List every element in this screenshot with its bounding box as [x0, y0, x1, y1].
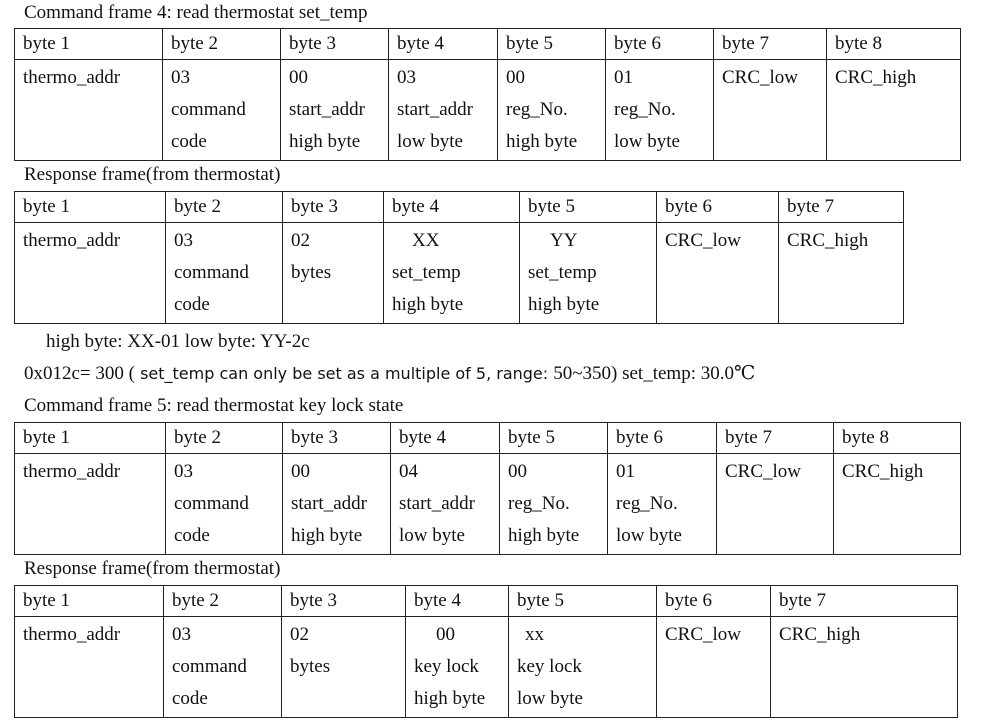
resp4-desc-byte2-line1: command: [174, 262, 249, 283]
resp4-desc-byte4-line1: set_temp: [392, 262, 461, 283]
resp5-cell-byte3: [282, 617, 406, 718]
resp4-header-row: [15, 192, 904, 223]
cmd4-desc-byte2-line2: code: [171, 131, 207, 152]
resp4-value-byte7: CRC_high: [787, 230, 869, 251]
resp4-value-byte6: CRC_low: [665, 230, 742, 251]
resp5-table: [14, 585, 958, 718]
cmd5-desc-byte2-line2: code: [174, 525, 210, 546]
resp4-table: [14, 191, 904, 324]
cmd5-header-byte5: byte 5: [500, 423, 608, 454]
cmd5-desc-byte3-line1: start_addr: [291, 493, 367, 514]
cmd4-header-byte4: byte 4: [389, 29, 498, 60]
resp4-cell-byte5: [520, 223, 657, 324]
resp5-caption: Response frame(from thermostat): [24, 558, 281, 579]
cmd4-desc-byte5-line1: reg_No.: [506, 99, 568, 120]
cmd5-caption: Command frame 5: read thermostat key lock state: [24, 395, 404, 416]
cmd4-desc-byte2-line1: command: [171, 99, 246, 120]
cmd5-cell-byte1: [15, 454, 166, 555]
cmd5-value-byte4: 04: [399, 461, 418, 482]
resp4-value-byte4: XX: [412, 230, 440, 251]
cmd4-desc-byte6-line2: low byte: [614, 131, 680, 152]
resp5-value-row: [15, 617, 958, 718]
cmd5-desc-byte3-line2: high byte: [291, 525, 363, 546]
resp5-header-byte6: byte 6: [657, 586, 771, 617]
cmd4-cell-byte3: [281, 60, 389, 161]
cmd4-desc-byte4-line1: start_addr: [397, 99, 473, 120]
resp4-header-byte5: byte 5: [520, 192, 657, 223]
resp4-header-byte4: byte 4: [384, 192, 520, 223]
cmd5-desc-byte5-line1: reg_No.: [508, 493, 570, 514]
resp5-value-byte4: 00: [436, 624, 455, 645]
resp5-cell-byte6: [657, 617, 771, 718]
cmd5-value-byte1: thermo_addr: [23, 461, 121, 482]
note-byte-values: high byte: XX-01 low byte: YY-2c: [46, 331, 310, 352]
cmd5-value-byte6: 01: [616, 461, 635, 482]
cmd5-header-row: [15, 423, 961, 454]
resp5-value-byte1: thermo_addr: [23, 624, 121, 645]
cmd5-cell-byte4: [391, 454, 500, 555]
resp4-cell-byte7: [779, 223, 904, 324]
cmd4-header-byte3: byte 3: [281, 29, 389, 60]
cmd5-value-byte8: CRC_high: [842, 461, 924, 482]
cmd5-cell-byte6: [608, 454, 717, 555]
resp5-value-byte6: CRC_low: [665, 624, 742, 645]
cmd5-cell-byte3: [283, 454, 391, 555]
resp4-desc-byte3-line1: bytes: [291, 262, 332, 283]
cmd5-header-byte6: byte 6: [608, 423, 717, 454]
resp5-cell-byte5: [509, 617, 657, 718]
cmd4-value-byte1: thermo_addr: [23, 67, 121, 88]
cmd5-desc-byte5-line2: high byte: [508, 525, 580, 546]
cmd4-value-byte4: 03: [397, 67, 416, 88]
cmd4-table: [14, 28, 961, 161]
cmd4-value-byte8: CRC_high: [835, 67, 917, 88]
cmd4-cell-byte2: [163, 60, 281, 161]
cmd5-header-byte3: byte 3: [283, 423, 391, 454]
cmd4-header-byte1: byte 1: [15, 29, 163, 60]
resp5-value-byte7: CRC_high: [779, 624, 861, 645]
note-set-temp-part1: 0x012c= 300 (: [24, 363, 135, 384]
cmd5-value-row: [15, 454, 961, 555]
cmd5-header-byte4: byte 4: [391, 423, 500, 454]
cmd5-cell-byte2: [166, 454, 283, 555]
cmd4-value-byte5: 00: [506, 67, 525, 88]
note-set-temp-part2: set_temp can only be set as a multiple of 5, range:: [134, 364, 554, 383]
resp4-caption: Response frame(from thermostat): [24, 164, 281, 185]
cmd5-desc-byte4-line2: low byte: [399, 525, 465, 546]
resp5-cell-byte7: [771, 617, 958, 718]
resp5-desc-byte5-line1: key lock: [517, 656, 582, 677]
resp4-value-byte2: 03: [174, 230, 193, 251]
cmd4-cell-byte8: [827, 60, 961, 161]
resp5-header-byte5: byte 5: [509, 586, 657, 617]
cmd5-cell-byte8: [834, 454, 961, 555]
cmd4-header-byte8: byte 8: [827, 29, 961, 60]
resp5-desc-byte3-line1: bytes: [290, 656, 331, 677]
cmd5-cell-byte7: [717, 454, 834, 555]
cmd5-desc-byte6-line2: low byte: [616, 525, 682, 546]
resp5-desc-byte4-line2: high byte: [414, 688, 486, 709]
resp4-desc-byte4-line2: high byte: [392, 294, 464, 315]
resp5-header-byte7: byte 7: [771, 586, 958, 617]
resp4-header-byte6: byte 6: [657, 192, 779, 223]
cmd5-desc-byte2-line1: command: [174, 493, 249, 514]
cmd5-table: [14, 422, 961, 555]
cmd5-value-byte7: CRC_low: [725, 461, 802, 482]
resp5-header-row: [15, 586, 958, 617]
resp5-value-byte5: xx: [525, 624, 544, 645]
cmd4-header-byte2: byte 2: [163, 29, 281, 60]
resp4-cell-byte1: [15, 223, 166, 324]
cmd5-value-byte5: 00: [508, 461, 527, 482]
resp4-cell-byte3: [283, 223, 384, 324]
resp4-cell-byte2: [166, 223, 283, 324]
cmd4-caption: Command frame 4: read thermostat set_temp: [24, 2, 368, 23]
cmd5-header-byte1: byte 1: [15, 423, 166, 454]
resp4-header-byte7: byte 7: [779, 192, 904, 223]
resp4-desc-byte5-line2: high byte: [528, 294, 600, 315]
cmd4-value-row: [15, 60, 961, 161]
cmd4-header-byte6: byte 6: [606, 29, 714, 60]
cmd4-desc-byte4-line2: low byte: [397, 131, 463, 152]
resp5-desc-byte5-line2: low byte: [517, 688, 583, 709]
cmd4-desc-byte3-line2: high byte: [289, 131, 361, 152]
cmd4-header-byte7: byte 7: [714, 29, 827, 60]
resp5-value-byte2: 03: [172, 624, 191, 645]
cmd4-value-byte3: 00: [289, 67, 308, 88]
cmd5-header-byte7: byte 7: [717, 423, 834, 454]
resp5-desc-byte2-line2: code: [172, 688, 208, 709]
resp4-header-byte2: byte 2: [166, 192, 283, 223]
cmd4-cell-byte7: [714, 60, 827, 161]
cmd4-desc-byte3-line1: start_addr: [289, 99, 365, 120]
cmd4-value-byte7: CRC_low: [722, 67, 799, 88]
resp5-desc-byte2-line1: command: [172, 656, 247, 677]
resp5-header-byte3: byte 3: [282, 586, 406, 617]
cmd4-cell-byte4: [389, 60, 498, 161]
cmd4-desc-byte6-line1: reg_No.: [614, 99, 676, 120]
cmd4-desc-byte5-line2: high byte: [506, 131, 578, 152]
resp4-value-byte5: YY: [550, 230, 578, 251]
cmd5-desc-byte4-line1: start_addr: [399, 493, 475, 514]
resp4-desc-byte5-line1: set_temp: [528, 262, 597, 283]
resp4-desc-byte2-line2: code: [174, 294, 210, 315]
resp4-cell-byte4: [384, 223, 520, 324]
cmd4-value-byte2: 03: [171, 67, 190, 88]
resp5-header-byte2: byte 2: [164, 586, 282, 617]
note-set-temp-part3: 50~350) set_temp: 30.0℃: [553, 363, 756, 384]
resp4-value-byte3: 02: [291, 230, 310, 251]
cmd4-cell-byte1: [15, 60, 163, 161]
resp5-desc-byte4-line1: key lock: [414, 656, 479, 677]
resp4-header-byte3: byte 3: [283, 192, 384, 223]
resp4-header-byte1: byte 1: [15, 192, 166, 223]
resp5-header-byte4: byte 4: [406, 586, 509, 617]
resp4-value-byte1: thermo_addr: [23, 230, 121, 251]
resp5-cell-byte4: [406, 617, 509, 718]
cmd5-value-byte3: 00: [291, 461, 310, 482]
resp5-value-byte3: 02: [290, 624, 309, 645]
cmd5-value-byte2: 03: [174, 461, 193, 482]
resp5-cell-byte2: [164, 617, 282, 718]
resp5-header-byte1: byte 1: [15, 586, 164, 617]
cmd4-cell-byte6: [606, 60, 714, 161]
cmd5-desc-byte6-line1: reg_No.: [616, 493, 678, 514]
cmd4-header-row: [15, 29, 961, 60]
note-set-temp: [24, 362, 755, 386]
resp4-value-row: [15, 223, 904, 324]
cmd5-header-byte2: byte 2: [166, 423, 283, 454]
cmd4-header-byte5: byte 5: [498, 29, 606, 60]
cmd4-cell-byte5: [498, 60, 606, 161]
cmd5-cell-byte5: [500, 454, 608, 555]
cmd5-header-byte8: byte 8: [834, 423, 961, 454]
resp4-cell-byte6: [657, 223, 779, 324]
cmd4-value-byte6: 01: [614, 67, 633, 88]
resp5-cell-byte1: [15, 617, 164, 718]
